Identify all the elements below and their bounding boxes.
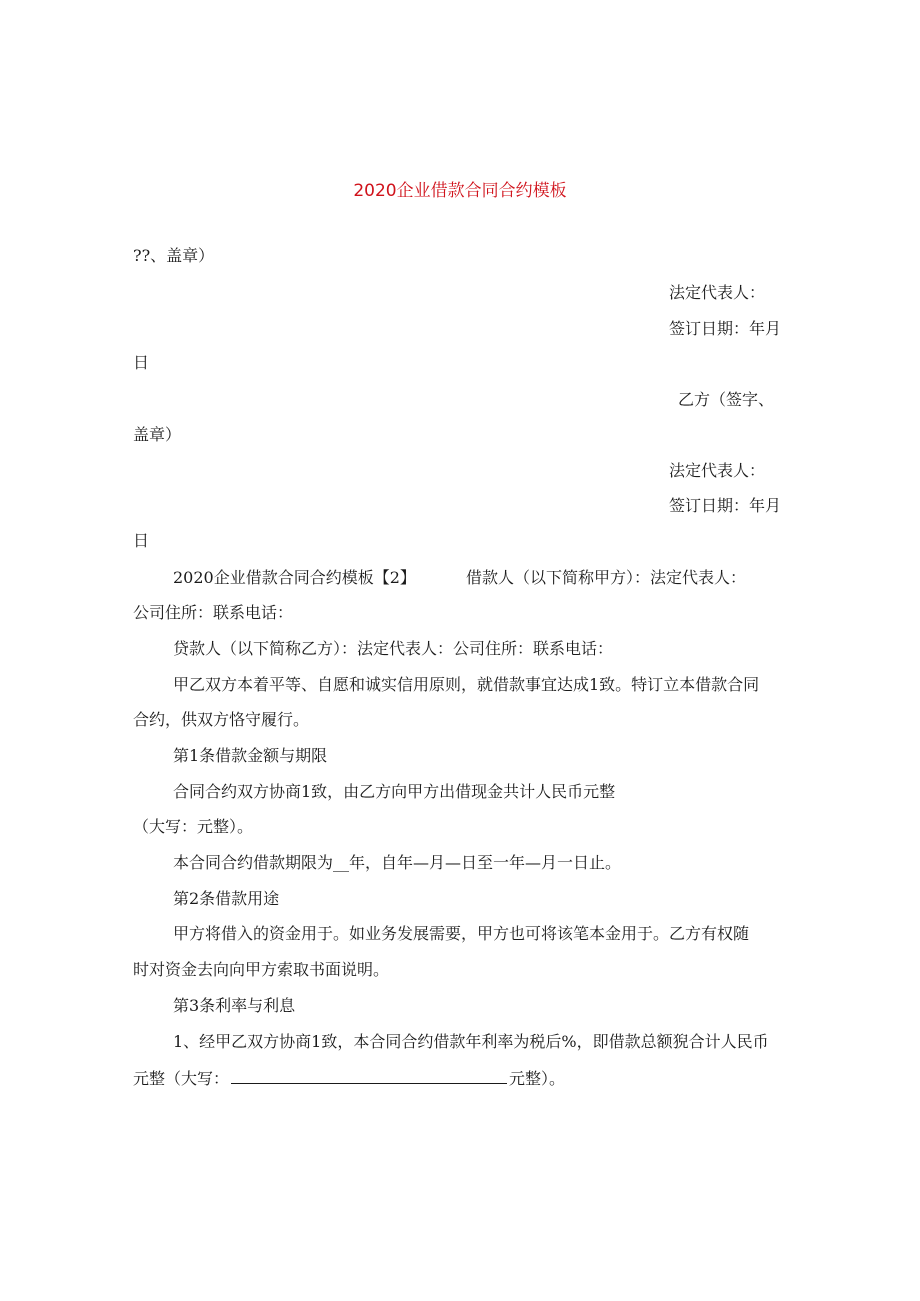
legal-rep-label-1: 法定代表人： (669, 283, 766, 302)
article-2-text-line-2: 时对资金去向向甲方索取书面说明。 (133, 960, 390, 979)
article-2-text-line-1: 甲方将借入的资金用于。如业务发展需要，甲方也可将该笔本金用于。乙方有权随 (173, 924, 750, 943)
party-b-signature-label: 乙方（签字、 (678, 390, 775, 409)
day-label-2: 日 (133, 531, 150, 550)
seal-label-2: 盖章） (133, 425, 182, 444)
seal-note: ??、盖章） (133, 246, 215, 265)
legal-rep-label-2: 法定代表人： (669, 461, 766, 480)
day-label-1: 日 (133, 353, 150, 372)
article-2-title: 第2条借款用途 (173, 889, 280, 908)
article-3-text-suffix: 元整）。 (509, 1069, 566, 1088)
preamble-line-2: 合约，供双方恪守履行。 (133, 710, 310, 729)
sign-date-label-2: 签订日期：年月 (669, 496, 782, 515)
lender-line: 贷款人（以下简称乙方）：法定代表人：公司住所：联系电话： (173, 639, 614, 658)
article-1-text-line-2: （大写：元整）。 (133, 817, 254, 836)
template-2-heading: 2020企业借款合同合约模板【2】 (173, 568, 416, 587)
article-3-title: 第3条利率与利息 (173, 996, 296, 1015)
borrower-address: 公司住所：联系电话： (133, 603, 294, 622)
document-title: 2020企业借款合同合约模板 (353, 181, 567, 201)
article-1-term: 本合同合约借款期限为__年，自年—月—日至一年—月一日止。 (173, 853, 622, 872)
sign-date-label-1: 签订日期：年月 (669, 319, 782, 338)
amount-blank-line (231, 1067, 507, 1084)
article-3-text-line-2 (133, 1067, 565, 1090)
article-3-text-prefix: 元整（大写： (133, 1069, 230, 1088)
article-3-text-line-1: 1、经甲乙双方协商1致，本合同合约借款年利率为税后%，即借款总额猊合计人民币 (173, 1032, 769, 1051)
borrower-line: 借款人（以下简称甲方）：法定代表人： (466, 568, 747, 587)
preamble-line-1: 甲乙双方本着平等、自愿和诚实信用原则，就借款事宜达成1致。特订立本借款合同 (173, 675, 760, 694)
article-1-title: 第1条借款金额与期限 (173, 746, 328, 765)
article-1-text-line-1: 合同合约双方协商1致，由乙方向甲方出借现金共计人民币元整 (173, 782, 616, 801)
